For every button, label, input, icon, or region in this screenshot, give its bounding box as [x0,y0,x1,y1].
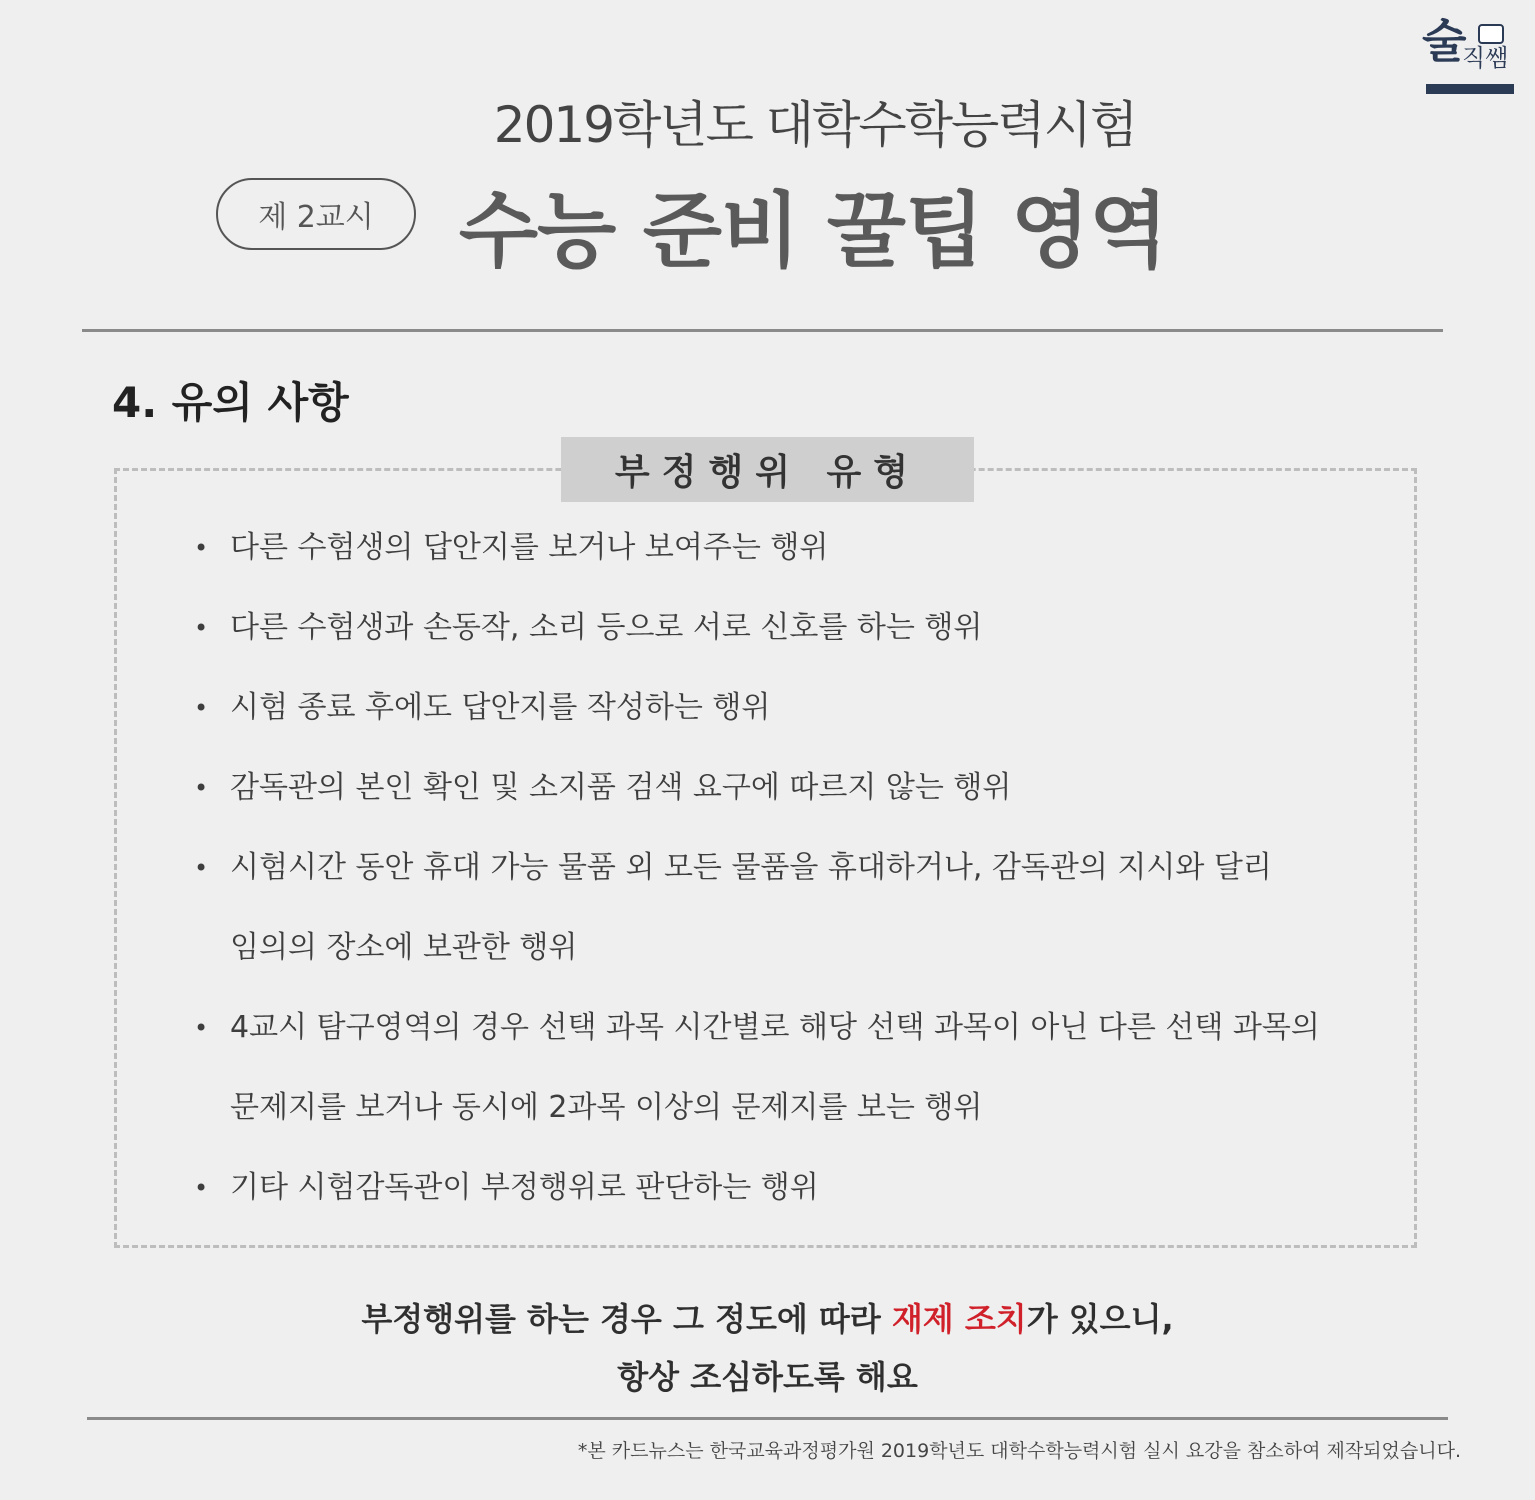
list-item-text: 시험시간 동안 휴대 가능 물품 외 모든 물품을 휴대하거나, 감독관의 지시와 달리 [230,850,1272,885]
page-title: 수능 준비 꿀팁 영역 [458,184,1168,279]
footnote: *본 카드뉴스는 한국교육과정평가원 2019학년도 대학수학능력시험 실시 요강을 참소하여 제작되었습니다. [577,1440,1461,1462]
list-item-text: 기타 시험감독관이 부정행위로 판단하는 행위 [230,1170,819,1205]
bullet-icon: • [194,1174,209,1202]
list-item-continuation: 임의의 장소에 보관한 행위 [230,930,578,965]
logo-glyph-side: 직쌤 [1462,44,1509,72]
list-item-text: 4교시 탐구영역의 경우 선택 과목 시간별로 해당 선택 과목이 아닌 다른 선택 과목의 [230,1010,1320,1045]
warning-text-before: 부정행위를 하는 경우 그 정도에 따라 [361,1300,892,1338]
warning-line-2: 항상 조심하도록 해요 [617,1358,918,1396]
list-item-text: 시험 종료 후에도 답안지를 작성하는 행위 [230,690,771,725]
list-item-text: 다른 수험생과 손동작, 소리 등으로 서로 신호를 하는 행위 [230,610,983,645]
box-title-banner [561,437,974,502]
bottom-divider [87,1417,1448,1420]
bullet-icon: • [194,694,209,722]
top-divider [82,329,1443,332]
warning-text-after: 가 있으니, [1026,1300,1174,1338]
list-item-text: 다른 수험생의 답안지를 보거나 보여주는 행위 [230,530,829,565]
box-title: 부정행위 유형 [614,452,921,493]
session-badge: 제 2교시 [216,178,416,250]
bullet-icon: • [194,774,209,802]
speech-bubble-icon [1478,24,1504,44]
bullet-icon: • [194,1014,209,1042]
bullet-icon: • [194,534,209,562]
section-heading: 4. 유의 사항 [112,378,349,427]
list-item-continuation: 문제지를 보거나 동시에 2과목 이상의 문제지를 보는 행위 [230,1090,983,1125]
list-item-text: 감독관의 본인 확인 및 소지품 검색 요구에 따르지 않는 행위 [230,770,1012,805]
bullet-icon: • [194,854,209,882]
logo-glyph-main: 술 [1422,14,1467,68]
page-subtitle: 2019학년도 대학수학능력시험 [493,96,1137,154]
warning-highlight: 재제 조치 [891,1300,1027,1338]
bullet-icon: • [194,614,209,642]
warning-line-1 [0,1294,1535,1340]
